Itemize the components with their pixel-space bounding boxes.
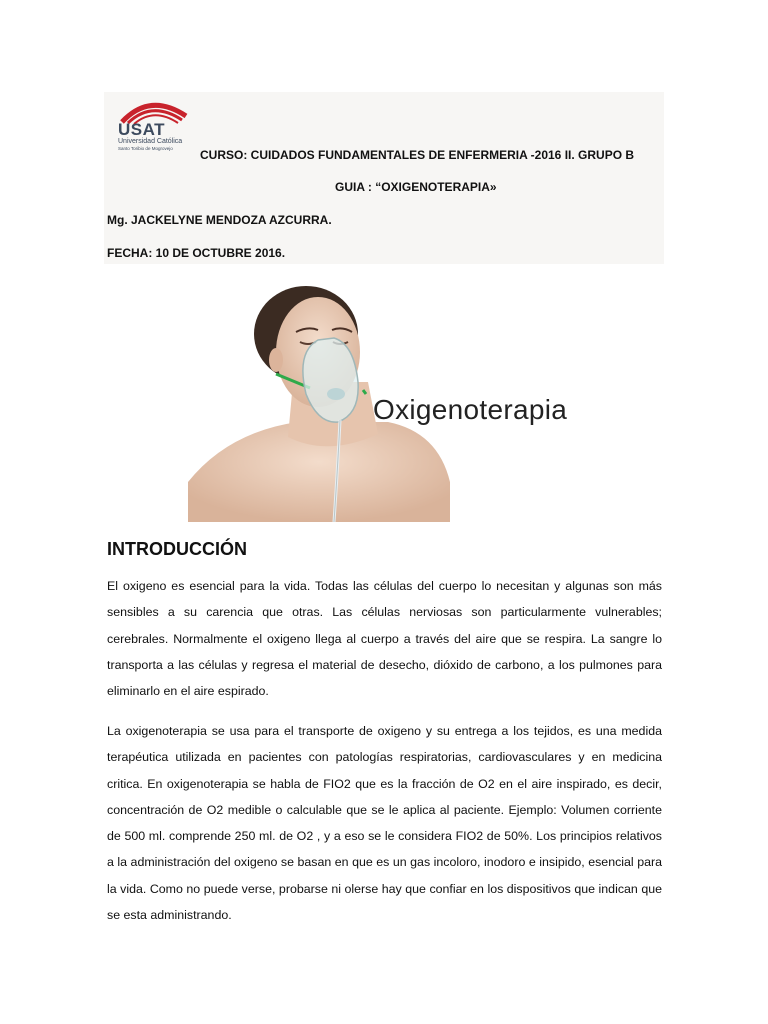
logo-line2: Santo Toribio de Mogrovejo <box>118 146 173 151</box>
logo-line1: Universidad Católica <box>118 138 183 145</box>
intro-paragraph-1: El oxigeno es esencial para la vida. Todas las células del cuerpo lo necesitan y algunas son más sensibles a su carencia que otras. Las células nerviosas son particularmente vulnerables; cerebrales. Normalmente el oxigeno llega al cuerpo a través del aire que se respira. La sangre lo transporta a las células y regresa el material de desecho, dióxido de carbono, a los pulmones para eliminarlo en el aire espirado. <box>107 579 662 699</box>
date-line: FECHA: 10 DE OCTUBRE 2016. <box>107 246 286 260</box>
course-line: CURSO: CUIDADOS FUNDAMENTALES DE ENFERMERIA -2016 II. GRUPO B <box>200 148 635 162</box>
logo-subtitle <box>118 138 182 152</box>
guide-line: GUIA : “OXIGENOTERAPIA» <box>335 180 497 194</box>
author-line: Mg. JACKELYNE MENDOZA AZCURRA. <box>107 213 332 227</box>
section-title-intro: INTRODUCCIÓN <box>107 539 247 559</box>
logo-wordmark: USAT <box>118 120 166 139</box>
usat-logo <box>118 98 198 154</box>
hero-caption: Oxigenoterapia <box>373 394 568 425</box>
intro-paragraph-2: La oxigenoterapia se usa para el transporte de oxigeno y su entrega a los tejidos, es una medida terapéutica utilizada en pacientes con patologías respiratorias, cardiovasculares y en medicina critica. En oxigenoterapia se habla de FIO2 que es la fracción de O2 en el aire inspirado, es decir, concentración de O2 medible o calculable que se le aplica al paciente. Ejemplo: Volumen corriente de 500 ml. comprende 250 ml. de O2 , y a eso se le considera FIO2 de 50%. Los principios relativos a la administración del oxigeno se basan en que es un gas incoloro, inodoro e insipido, esencial para la vida. Como no puede verse, probarse ni olerse hay que confiar en los dispositivos que indican que se esta administrando. <box>107 724 662 923</box>
